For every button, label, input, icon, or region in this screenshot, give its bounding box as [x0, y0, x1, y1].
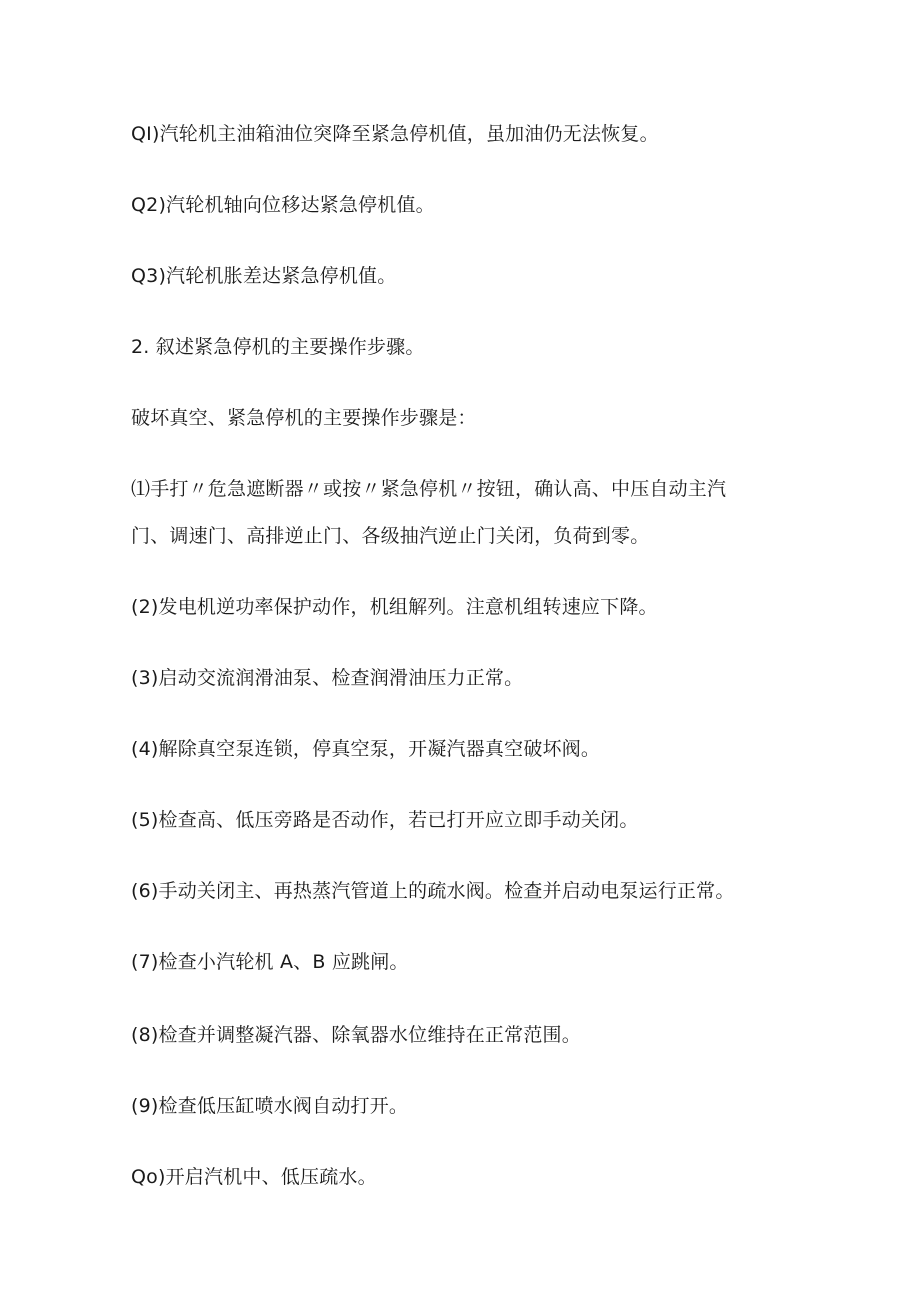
text-line-q2: Q2)汽轮机轴向位移达紧急停机值。 [131, 194, 435, 216]
text-line-q3: Q3)汽轮机胀差达紧急停机值。 [131, 265, 397, 287]
step-4: (4)解除真空泵连锁，停真空泵，开凝汽器真空破坏阀。 [131, 738, 601, 760]
step-7: (7)检查小汽轮机 A、B 应跳闸。 [131, 951, 409, 973]
text-line-q1: QI)汽轮机主油箱油位突降至紧急停机值，虽加油仍无法恢复。 [131, 123, 659, 145]
step-8: (8)检查并调整凝汽器、除氧器水位维持在正常范围。 [131, 1024, 581, 1046]
step-6: (6)手动关闭主、再热蒸汽管道上的疏水阀。检查并启动电泵运行正常。 [131, 880, 735, 902]
question-heading: 2. 叙述紧急停机的主要操作步骤。 [131, 336, 425, 358]
step-1-line-2: 门、调速门、高排逆止门、各级抽汽逆止门关闭，负荷到零。 [131, 525, 650, 547]
step-9: (9)检查低压缸喷水阀自动打开。 [131, 1095, 409, 1117]
step-3: (3)启动交流润滑油泵、检查润滑油压力正常。 [131, 667, 524, 689]
answer-intro: 破坏真空、紧急停机的主要操作步骤是： [131, 407, 477, 429]
step-10: Qo)开启汽机中、低压疏水。 [131, 1166, 377, 1188]
step-2: (2)发电机逆功率保护动作，机组解列。注意机组转速应下降。 [131, 596, 658, 618]
step-5: (5)检查高、低压旁路是否动作，若已打开应立即手动关闭。 [131, 809, 639, 831]
step-1-line-1: ⑴手打〃危急遮断器〃或按〃紧急停机〃按钮，确认高、中压自动主汽 [131, 478, 727, 500]
